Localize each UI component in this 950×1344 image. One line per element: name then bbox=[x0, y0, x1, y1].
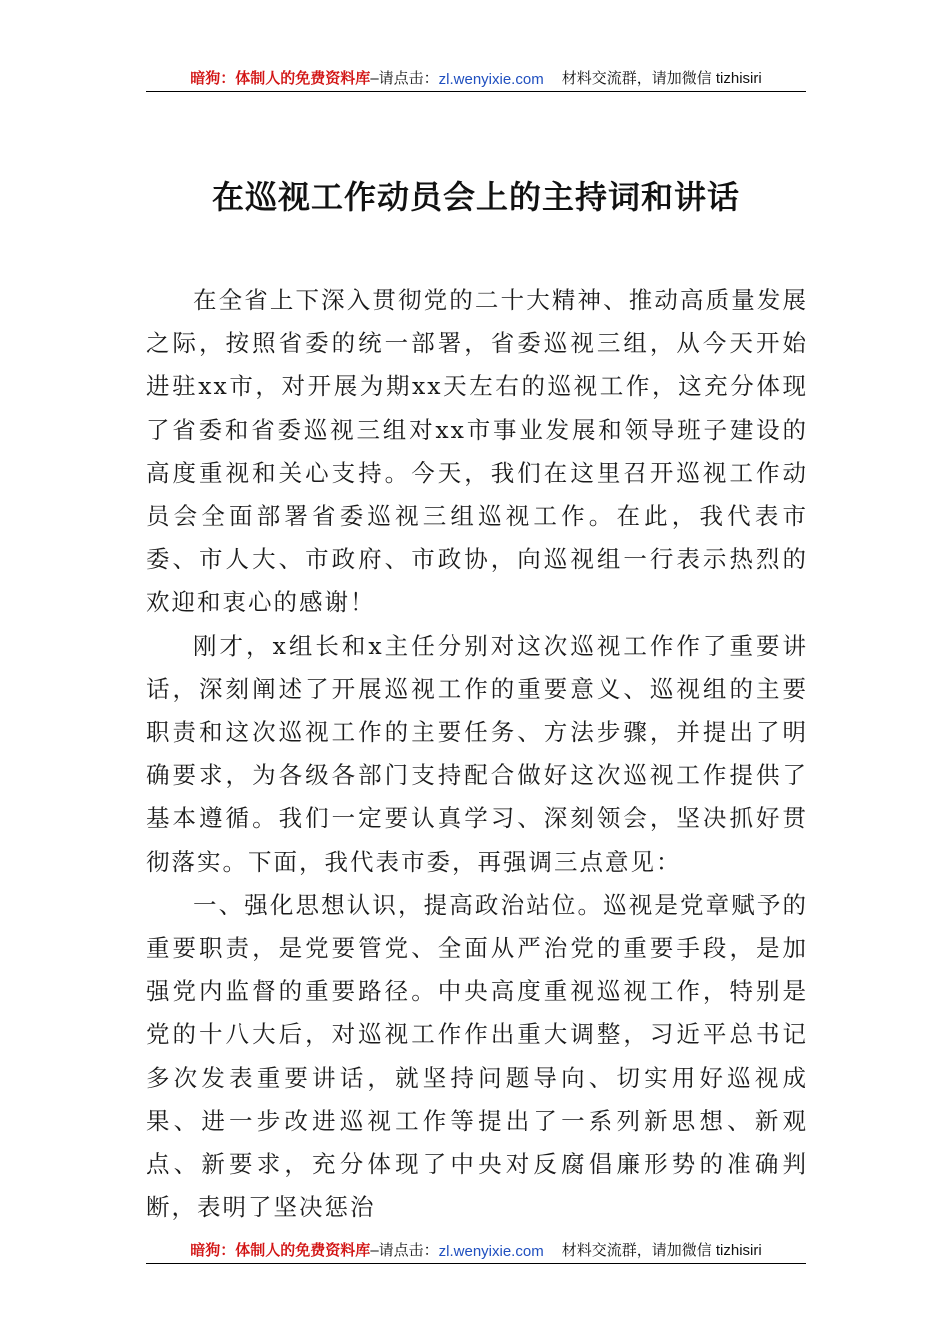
header-link-prefix: –请点击： bbox=[370, 70, 439, 87]
footer-site-name: 暗狗：体制人的免费资料库 bbox=[190, 1242, 371, 1259]
document-title: 在巡视工作动员会上的主持词和讲话 bbox=[211, 178, 740, 216]
paragraph: 在全省上下深入贯彻党的二十大精神、推动高质量发展之际，按照省委的统一部署，省委巡视三组，从今天开始进驻xx市，对开展为期xx天左右的巡视工作，这充分体现了省委和省委巡视三组对xx市事业发展和领导班子建设的高度重视和关心支持。今天，我们在这里召开巡视工作动员会全面部署省委巡视三组巡视工作。在此，我代表市委、市人大、市政府、市政协，向巡视组一行表示热烈的欢迎和衷心的感谢！ bbox=[146, 286, 808, 617]
paragraph: 刚才，x组长和x主任分别对这次巡视工作作了重要讲话，深刻阐述了开展巡视工作的重要意义、巡视组的主要职责和这次巡视工作的主要任务、方法步骤，并提出了明确要求，为各级各部门支持配合做好这次巡视工作提供了基本遵循。我们一定要认真学习、深刻领会，坚决抓好贯彻落实。下面，我代表市委，再强调三点意见： bbox=[146, 631, 808, 876]
footer-banner bbox=[146, 1238, 806, 1264]
footer-link[interactable]: zl.wenyixie.com bbox=[438, 1243, 544, 1260]
header-link[interactable]: zl.wenyixie.com bbox=[438, 71, 544, 88]
header-site-name: 暗狗：体制人的免费资料库 bbox=[190, 70, 371, 87]
document-body bbox=[146, 279, 808, 1229]
footer-link-prefix: –请点击： bbox=[370, 1242, 439, 1259]
paragraph: 一、强化思想认识，提高政治站位。巡视是党章赋予的重要职责，是党要管党、全面从严治党的重要手段，是加强党内监督的重要路径。中央高度重视巡视工作，特别是党的十八大后，对巡视工作作出重大调整，习近平总书记多次发表重要讲话，就坚持问题导向、切实用好巡视成果、进一步改进巡视工作等提出了一系列新思想、新观点、新要求，充分体现了中央对反腐倡廉形势的准确判断，表明了坚决惩治 bbox=[146, 890, 808, 1222]
footer-contact: 材料交流群，请加微信 tizhisiri bbox=[561, 1242, 762, 1259]
header-contact: 材料交流群，请加微信 tizhisiri bbox=[561, 70, 762, 87]
header-banner bbox=[146, 66, 806, 92]
